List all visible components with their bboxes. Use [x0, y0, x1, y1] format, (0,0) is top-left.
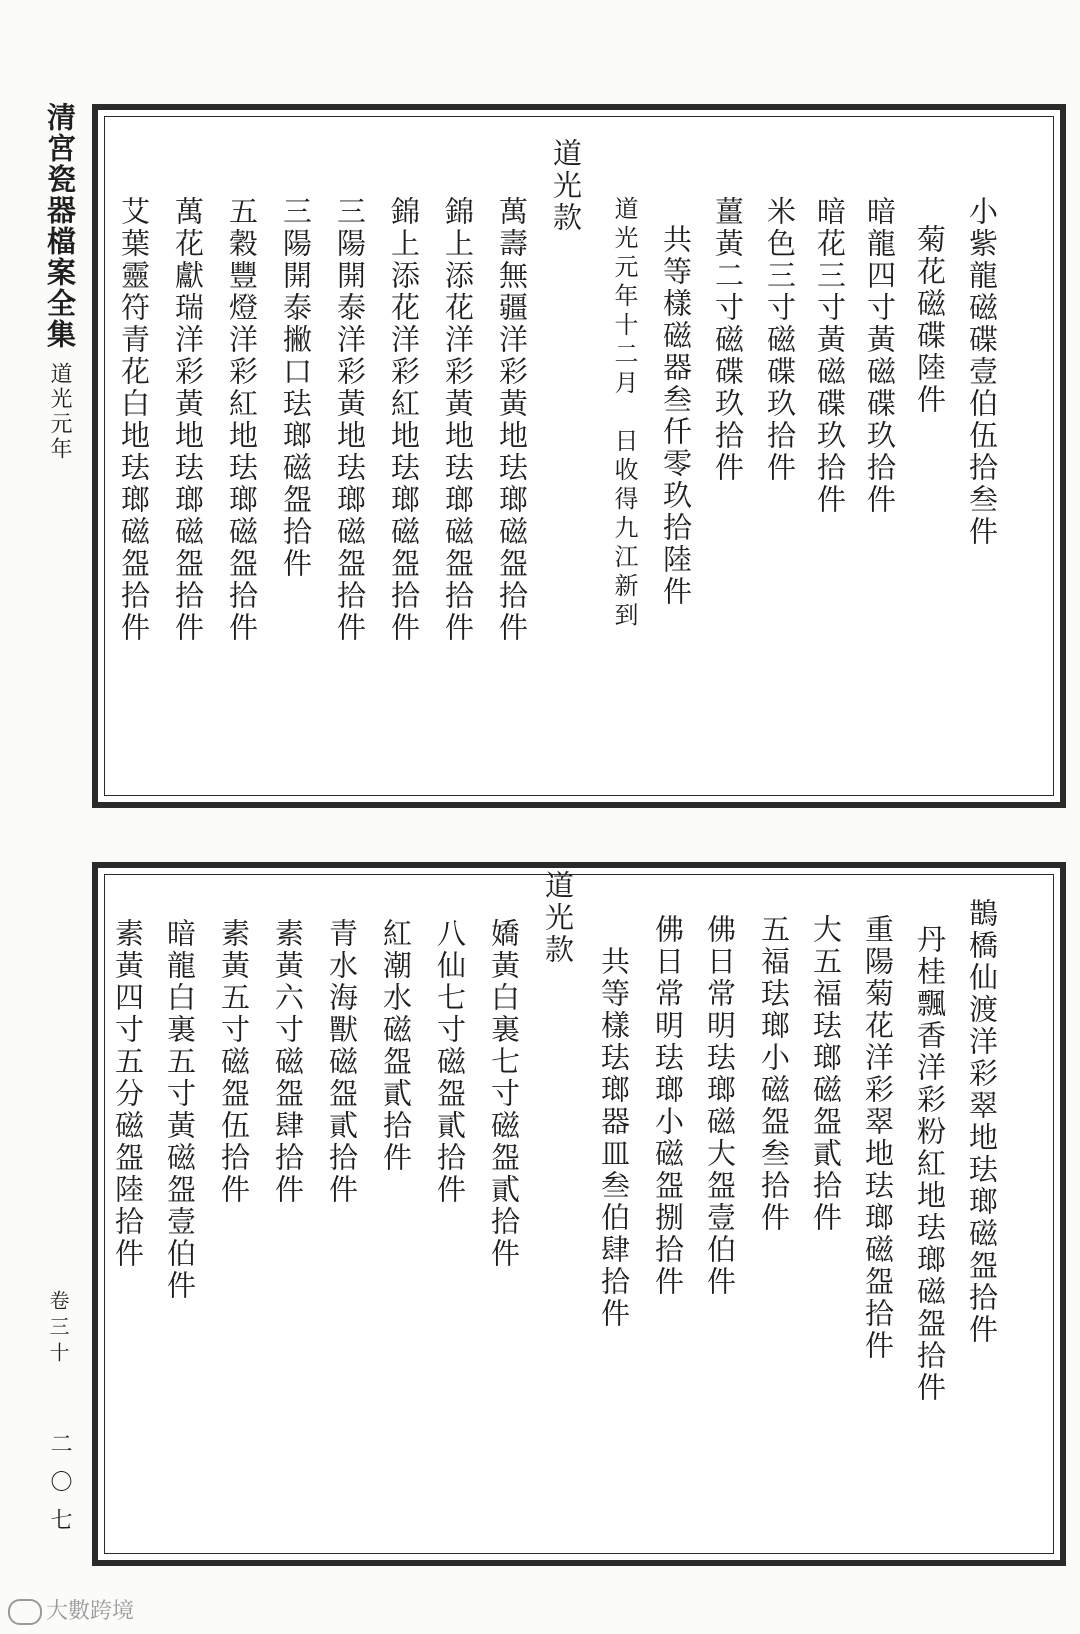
text-column: 錦上添花洋彩紅地珐瑯磁盌拾件 — [387, 196, 421, 644]
text-column: 暗龍白裏五寸黃磁盌壹伯件 — [163, 918, 197, 1302]
text-column: 萬花獻瑞洋彩黃地珐瑯磁盌拾件 — [171, 196, 205, 644]
text-column: 艾葉靈符青花白地珐瑯磁盌拾件 — [117, 196, 151, 644]
text-column: 佛日常明珐瑯小磁盌捌拾件 — [651, 914, 685, 1298]
watermark-logo-icon — [8, 1599, 42, 1625]
text-column: 素黃四寸五分磁盌陸拾件 — [111, 918, 145, 1270]
text-column: 佛日常明珐瑯磁大盌壹伯件 — [703, 914, 737, 1298]
text-column: 暗龍四寸黃磁碟玖拾件 — [863, 196, 897, 516]
bottom-document-panel — [92, 862, 1066, 1566]
text-column: 共等樣磁器叁仟零玖拾陸件 — [659, 224, 693, 608]
reign-mark-heading: 道光款 — [549, 138, 583, 234]
text-column: 丹桂飄香洋彩粉紅地珐瑯磁盌拾件 — [913, 924, 947, 1404]
text-column: 共等樣珐瑯器皿叁伯肆拾件 — [597, 946, 631, 1330]
text-column: 萬壽無疆洋彩黃地珐瑯磁盌拾件 — [495, 196, 529, 644]
text-column: 暗花三寸黃磁碟玖拾件 — [813, 196, 847, 516]
text-column: 三陽開泰洋彩黃地珐瑯磁盌拾件 — [333, 196, 367, 644]
text-column: 素黃五寸磁盌伍拾件 — [217, 918, 251, 1206]
text-column: 鵲橋仙渡洋彩翠地珐瑯磁盌拾件 — [965, 898, 999, 1346]
book-title: 清宮瓷器檔案全集 — [43, 102, 77, 350]
date-note: 道光元年十二月 日收得九江新到 — [610, 196, 638, 631]
volume-number: 卷三十 — [46, 1290, 70, 1368]
text-column: 重陽菊花洋彩翠地珐瑯磁盌拾件 — [861, 914, 895, 1362]
text-column: 菊花磁碟陸件 — [913, 224, 947, 416]
watermark-text: 大數跨境 — [46, 1599, 135, 1624]
reign-year: 道光元年 — [47, 362, 72, 462]
text-column: 五福珐瑯小磁盌叁拾件 — [757, 914, 791, 1234]
text-column: 嬌黃白裏七寸磁盌貳拾件 — [487, 918, 521, 1270]
top-document-panel — [92, 104, 1066, 808]
text-column: 薑黃二寸磁碟玖拾件 — [711, 196, 745, 484]
text-column: 五穀豐燈洋彩紅地珐瑯磁盌拾件 — [225, 196, 259, 644]
text-column: 米色三寸磁碟玖拾件 — [763, 196, 797, 484]
watermark — [8, 1594, 134, 1625]
text-column: 錦上添花洋彩黃地珐瑯磁盌拾件 — [441, 196, 475, 644]
text-column: 大五福珐瑯磁盌貳拾件 — [809, 914, 843, 1234]
text-column: 青水海獸磁盌貳拾件 — [325, 918, 359, 1206]
text-column: 三陽開泰撇口珐瑯磁盌拾件 — [279, 196, 313, 580]
reign-mark-heading: 道光款 — [541, 870, 575, 966]
text-column: 八仙七寸磁盌貳拾件 — [433, 918, 467, 1206]
text-column: 小紫龍磁碟壹伯伍拾叁件 — [965, 196, 999, 548]
text-column: 紅潮水磁盌貳拾件 — [379, 918, 413, 1174]
page-number: 二〇七 — [47, 1432, 72, 1546]
text-column: 素黃六寸磁盌肆拾件 — [271, 918, 305, 1206]
